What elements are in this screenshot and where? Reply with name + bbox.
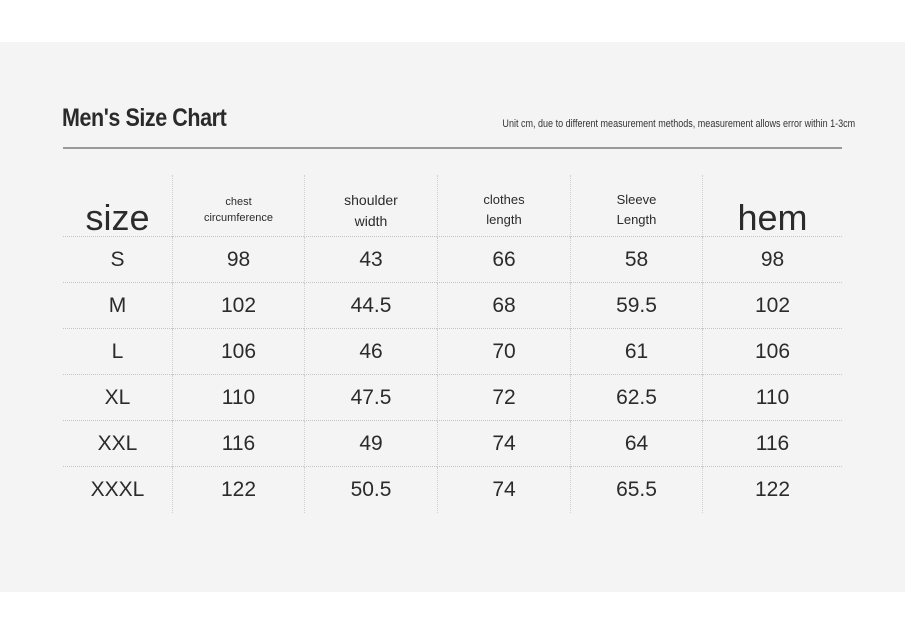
cell-size: XL xyxy=(63,375,172,421)
cell-hem: 116 xyxy=(702,421,842,467)
header-hem: hem xyxy=(702,175,842,237)
cell-shoulder: 47.5 xyxy=(304,375,437,421)
cell-shoulder: 46 xyxy=(304,329,437,375)
cell-length: 74 xyxy=(437,421,570,467)
cell-sleeve: 64 xyxy=(570,421,702,467)
cell-shoulder: 43 xyxy=(304,237,437,283)
cell-sleeve: 65.5 xyxy=(570,467,702,513)
cell-chest: 98 xyxy=(172,237,304,283)
cell-sleeve: 61 xyxy=(570,329,702,375)
cell-hem: 110 xyxy=(702,375,842,421)
cell-length: 70 xyxy=(437,329,570,375)
header-sleeve-length: Sleeve Length xyxy=(570,175,702,237)
cell-chest: 106 xyxy=(172,329,304,375)
header-shoulder-width: shoulder width xyxy=(304,175,437,237)
cell-size: XXXL xyxy=(90,478,145,501)
cell-size: L xyxy=(63,329,172,375)
cell-size: XXL xyxy=(63,421,172,467)
header-clothes-length: clothes length xyxy=(437,175,570,237)
cell-chest: 116 xyxy=(172,421,304,467)
cell-length: 66 xyxy=(437,237,570,283)
chart-title: Men's Size Chart xyxy=(62,104,227,132)
cell-shoulder: 49 xyxy=(304,421,437,467)
cell-chest: 102 xyxy=(172,283,304,329)
cell-shoulder: 50.5 xyxy=(304,467,437,513)
header-size: size xyxy=(63,175,172,237)
cell-hem: 106 xyxy=(702,329,842,375)
cell-length: 74 xyxy=(437,467,570,513)
cell-sleeve: 62.5 xyxy=(570,375,702,421)
cell-length: 72 xyxy=(437,375,570,421)
cell-size: S xyxy=(63,237,172,283)
cell-sleeve: 59.5 xyxy=(570,283,702,329)
cell-chest: 110 xyxy=(172,375,304,421)
cell-shoulder: 44.5 xyxy=(304,283,437,329)
cell-hem: 98 xyxy=(702,237,842,283)
size-table xyxy=(63,175,842,513)
cell-sleeve: 58 xyxy=(570,237,702,283)
measurement-note: Unit cm, due to different measurement methods, measurement allows error within 1-3cm xyxy=(502,118,855,130)
title-divider xyxy=(63,147,842,149)
header-chest-circumference: chest circumference xyxy=(172,175,304,237)
cell-hem: 102 xyxy=(702,283,842,329)
cell-length: 68 xyxy=(437,283,570,329)
cell-size: M xyxy=(63,283,172,329)
cell-hem: 122 xyxy=(702,467,842,513)
cell-chest: 122 xyxy=(172,467,304,513)
